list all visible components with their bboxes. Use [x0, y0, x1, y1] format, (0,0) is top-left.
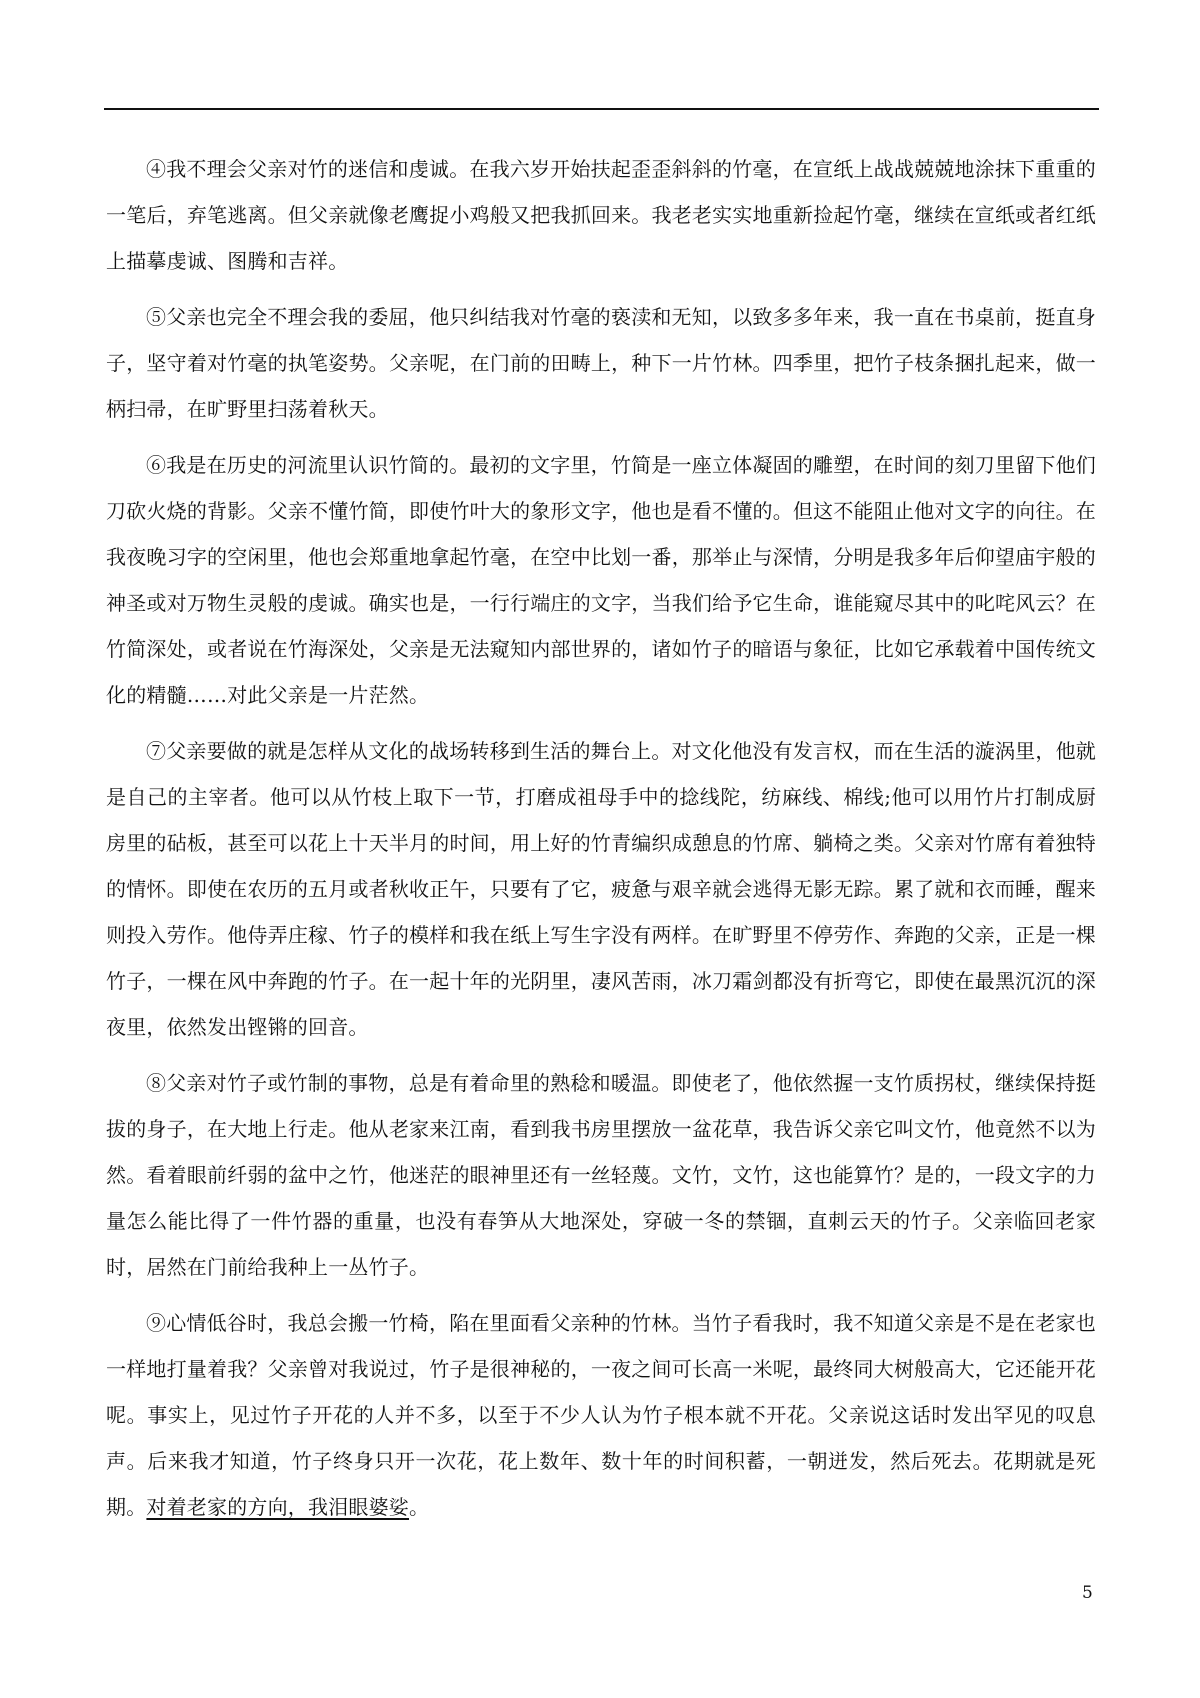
paragraph-5: ⑤父亲也完全不理会我的委屈，他只纠结我对竹毫的亵渎和无知，以致多多年来，我一直在书桌前，挺直身子，坚守着对竹毫的执笔姿势。父亲呢，在门前的田畴上，种下一片竹林。四季里，把竹子枝条捆扎起来，做一柄扫帚，在旷野里扫荡着秋天。	[106, 305, 1096, 421]
paragraph-4: ④我不理会父亲对竹的迷信和虔诚。在我六岁开始扶起歪歪斜斜的竹毫，在宣纸上战战兢兢地涂抹下重重的一笔后，弃笔逃离。但父亲就像老鹰捉小鸡般又把我抓回来。我老老实实地重新捡起竹毫，继续在宣纸或者红纸上描摹虔诚、图腾和吉祥。	[106, 157, 1096, 273]
closing-period: 。	[409, 1495, 430, 1519]
underlined-sentence: 对着老家的方向，我泪眼婆娑	[146, 1495, 410, 1519]
paragraph-6: ⑥我是在历史的河流里认识竹简的。最初的文字里，竹简是一座立体凝固的雕塑，在时间的刻刀里留下他们刀砍火烧的背影。父亲不懂竹简，即使竹叶大的象形文字，他也是看不懂的。但这不能阻止他对文字的向往。在我夜晚习字的空闲里，他也会郑重地拿起竹毫，在空中比划一番，那举止与深情，分明是我多年后仰望庙宇般的神圣或对万物生灵般的虔诚。确实也是，一行行端庄的文字，当我们给予它生命，谁能窥尽其中的叱咤风云？在竹简深处，或者说在竹海深处，父亲是无法窥知内部世界的，诸如竹子的暗语与象征，比如它承载着中国传统文化的精髓……对此父亲是一片茫然。	[106, 453, 1096, 707]
paragraph-7: ⑦父亲要做的就是怎样从文化的战场转移到生活的舞台上。对文化他没有发言权，而在生活的漩涡里，他就是自己的主宰者。他可以从竹枝上取下一节，打磨成祖母手中的捻线陀，纺麻线、棉线;他可以用竹片打制成厨房里的砧板，甚至可以花上十天半月的时间，用上好的竹青编织成憩息的竹席、躺椅之类。父亲对竹席有着独特的情怀。即使在农历的五月或者秋收正午，只要有了它，疲惫与艰辛就会逃得无影无踪。累了就和衣而睡，醒来则投入劳作。他侍弄庄稼、竹子的模样和我在纸上写生字没有两样。在旷野里不停劳作、奔跑的父亲，正是一棵竹子，一棵在风中奔跑的竹子。在一起十年的光阴里，凄风苦雨，冰刀霜剑都没有折弯它，即使在最黑沉沉的深夜里，依然发出铿锵的回音。	[106, 739, 1096, 1039]
article-body	[106, 146, 1096, 1540]
paragraph-9-text: ⑨心情低谷时，我总会搬一竹椅，陷在里面看父亲种的竹林。当竹子看我时，我不知道父亲是不是在老家也一样地打量着我？父亲曾对我说过，竹子是很神秘的，一夜之间可长高一米呢，最终同大树般高大，它还能开花呢。事实上，见过竹子开花的人并不多，以至于不少人认为竹子根本就不开花。父亲说这话时发出罕见的叹息声。后来我才知道，竹子终身只开一次花，花上数年、数十年的时间积蓄，一朝迸发，然后死去。花期就是死期。	[106, 1311, 1096, 1519]
paragraph-9	[106, 1300, 1096, 1530]
paragraph-8: ⑧父亲对竹子或竹制的事物，总是有着命里的熟稔和暖温。即使老了，他依然握一支竹质拐杖，继续保持挺拔的身子，在大地上行走。他从老家来江南，看到我书房里摆放一盆花草，我告诉父亲它叫文竹，他竟然不以为然。看着眼前纤弱的盆中之竹，他迷茫的眼神里还有一丝轻蔑。文竹，文竹，这也能算竹？是的，一段文字的力量怎么能比得了一件竹器的重量，也没有春笋从大地深处，穿破一冬的禁锢，直刺云天的竹子。父亲临回老家时，居然在门前给我种上一丛竹子。	[106, 1071, 1096, 1279]
header-rule	[104, 108, 1099, 110]
page-number: 5	[1082, 1583, 1093, 1603]
